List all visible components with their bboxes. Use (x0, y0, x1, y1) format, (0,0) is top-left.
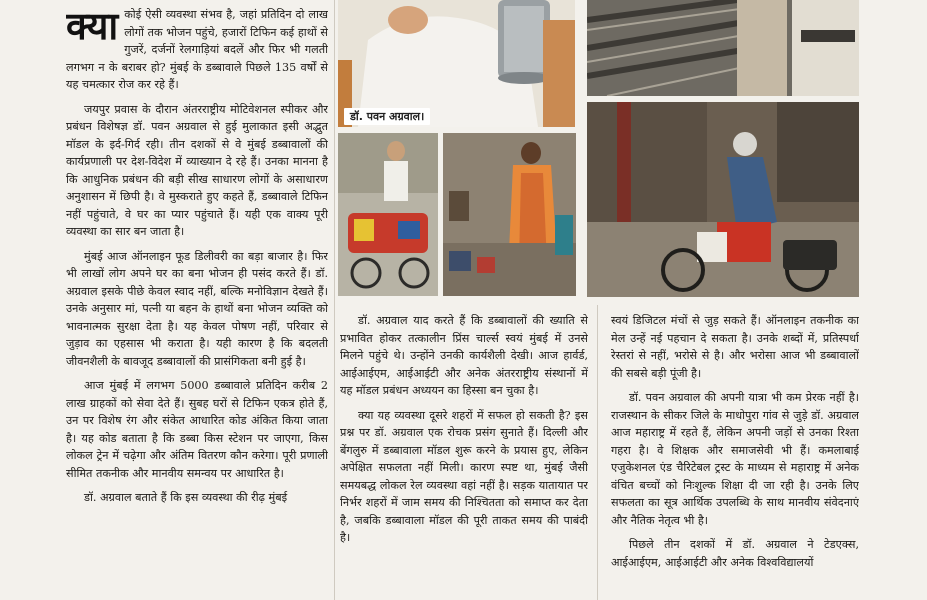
cyclist-photo (338, 133, 438, 296)
paragraph: जयपुर प्रवास के दौरान अंतरराष्ट्रीय मोटिवेशनल स्पीकर और प्रबंधन विशेषज्ञ डॉ. पवन अग्रवाल से हुई मुलाकात इसी अद्भुत मॉडल के इर्द-गिर्द रही। तीन दशकों से वे मुंबई डब्बावालों की कार्यप्रणाली पर देश-विदेश में व्याख्यान दे रहे हैं। उनका मानना है कि आधुनिक प्रबंधन की बड़ी सीख साधारण लोगों के असाधारण अनुशासन में छिपी है। वे मुस्कराते हुए कहते हैं, डब्बावाले टिफिन नहीं पहुंचाते, वे घर का प्यार पहुंचाते हैं। यही एक वाक्य पूरी व्यवस्था का सार बन जाता है। (66, 102, 328, 238)
paragraph: मुंबई आज ऑनलाइन फूड डिलीवरी का बड़ा बाजार है। फिर भी लाखों लोग अपने घर का बना भोजन ही पसंद करते हैं। डॉ. अग्रवाल इसके पीछे केवल स्वाद नहीं, बल्कि मनोविज्ञान देखते हैं। उनके अनुसार मां, पत्नी या बहन के हाथों बना भोजन व्यक्ति को भावनात्मक सुरक्षा देता है। यह केवल पोषण नहीं, परिवार से जुड़ाव का एहसास भी कराता है। यही कारण है कि बदलती जीवनशैली के बावजूद डब्बावालों की प्रासंगिकता बनी हुई है। (66, 249, 328, 368)
paragraph: कोई ऐसी व्यवस्था संभव है, जहां प्रतिदिन दो लाख लोगों तक भोजन पहुंचे, हजारों टिफिन कई हाथों से गुजरें, दर्जनों रेलगाड़ियां बदलें और फिर भी गलती लगभग न के बराबर हो? मुंबई के डब्बावाले पिछले 135 वर्षों से यह चमत्कार रोज कर रहे हैं। (66, 8, 328, 91)
column-divider (334, 0, 335, 600)
paragraph: आज मुंबई में लगभग 5000 डब्बावाले प्रतिदिन करीब 2 लाख ग्राहकों को सेवा देते हैं। सुबह घरों से टिफिन एकत्र होते हैं, उन पर विशेष रंग और संकेत आधारित कोड अंकित किया जाता है। यह कोड बताता है कि डब्बा किस स्टेशन पर जाएगा, किस लोकल ट्रेन में चढ़ेगा और अंतिम वितरण कौन करेगा। पूरी प्रणाली सीमित तकनीक और मानवीय समन्वय पर आधारित है। (66, 379, 328, 480)
article-column-2 (340, 312, 588, 600)
paragraph: डॉ. पवन अग्रवाल की अपनी यात्रा भी कम प्रेरक नहीं है। राजस्थान के सीकर जिले के माधोपुरा गांव से जुड़े डॉ. अग्रवाल आज महाराष्ट्र में रहते हैं, लेकिन अपनी जड़ों से उनका रिश्ता गहरा है। वे शिक्षक और समाजसेवी भी हैं। कमलाबाई एजुकेशनल एंड चैरिटेबल ट्रस्ट के माध्यम से महाराष्ट्र में अनेक वंचित बच्चों को निःशुल्क शिक्षा दी जा रही है। उनके लिए सफलता का सूत्र आर्थिक उपलब्धि के साथ मानवीय संवेदनाएं और नैतिक नेतृत्व भी है। (611, 391, 859, 527)
headline-word: क्या (66, 6, 119, 48)
railway-photo (587, 0, 859, 96)
article-column-1 (66, 6, 328, 600)
paragraph: डॉ. अग्रवाल बताते हैं कि इस व्यवस्था की रीढ़ मुंबई (84, 491, 288, 504)
column-divider (597, 305, 598, 600)
rider-photo (587, 102, 859, 297)
paragraph: स्वयं डिजिटल मंचों से जुड़ सकते हैं। ऑनलाइन तकनीक का मेल उन्हें नई पहचान दे सकता है। उनके शब्दों में, प्रतिस्पर्धा रेस्तरां से नहीं, भरोसे से है। और भरोसा आज भी डब्बावालों की सबसे बड़ी पूंजी है। (611, 314, 859, 380)
portrait-caption: डॉ. पवन अग्रवाल। (344, 108, 430, 125)
paragraph: क्या यह व्यवस्था दूसरे शहरों में सफल हो सकती है? इस प्रश्न पर डॉ. अग्रवाल एक रोचक प्रसंग सुनाते हैं। दिल्ली और बेंगलुरु में डब्बावाला मॉडल शुरू करने के प्रयास हुए, लेकिन अपेक्षित सफलता नहीं मिली। कारण स्पष्ट था, मुंबई जैसी समयबद्ध लोकल रेल व्यवस्था वहां नहीं है। सड़क यातायात पर निर्भर शहरों में जाम समय की निश्चितता को समाप्त कर देता है, जबकि डब्बावाला मॉडल की पूरी ताकत समय की पाबंदी है। (340, 408, 588, 544)
paragraph: डॉ. अग्रवाल याद करते हैं कि डब्बावालों की ख्याति से प्रभावित होकर तत्कालीन प्रिंस चार्ल्स स्वयं मुंबई में उनसे मिलने पहुंचे थे। उन्होंने उनकी कार्यशैली देखी। आज हार्वर्ड, आईआईएम, आईआईटी और अनेक अंतरराष्ट्रीय संस्थानों में यह मॉडल प्रबंधन अध्ययन का हिस्सा बन चुका है। (340, 314, 588, 397)
article-column-3 (611, 312, 859, 600)
woman-photo (443, 133, 576, 296)
paragraph: पिछले तीन दशकों में डॉ. अग्रवाल ने टेडएक्स, आईआईएम, आईआईटी और अनेक विश्वविद्यालयों (611, 538, 859, 569)
